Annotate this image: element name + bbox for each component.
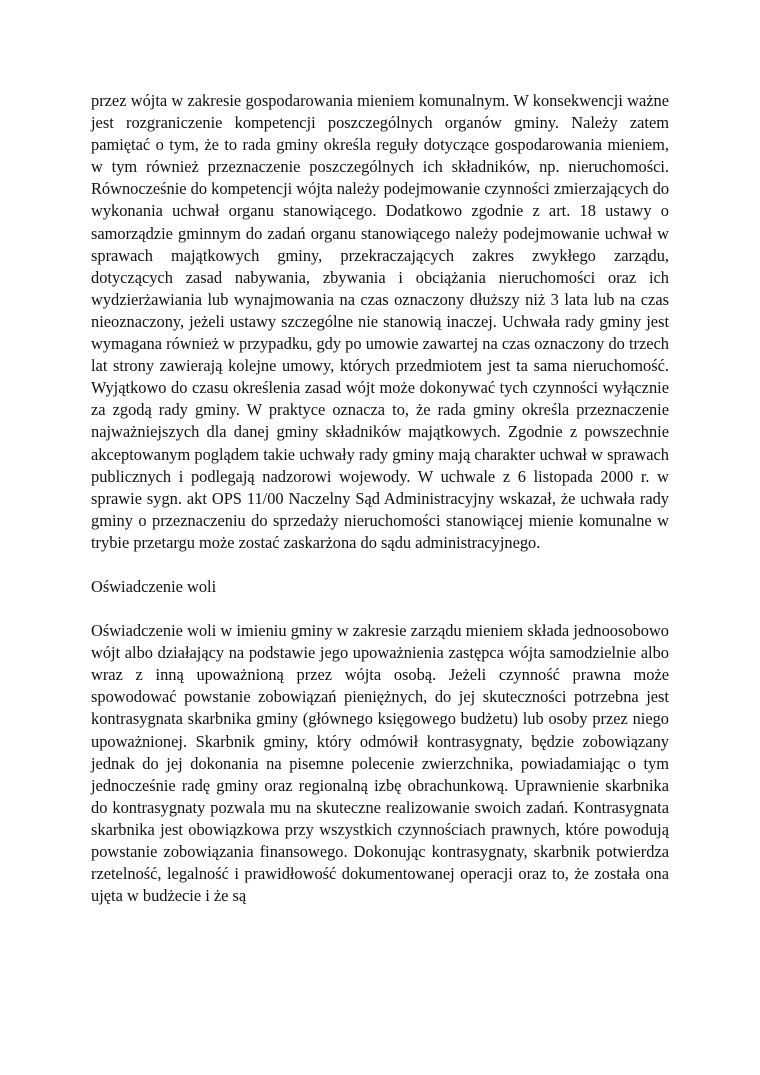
body-paragraph-2: Oświadczenie woli w imieniu gminy w zakresie zarządu mieniem składa jednoosobowo wójt albo działający na podstawie jego upoważnienia zastępca wójta samodzielnie albo wraz z inną upoważnioną przez wójta osobą. Jeżeli czynność prawna może spowodować powstanie zobowiązań pieniężnych, do jej skuteczności potrzebna jest kontrasygnata skarbnika gminy (głównego księgowego budżetu) lub osoby przez niego upoważnionej. Skarbnik gminy, który odmówił kontrasygnaty, będzie zobowiązany jednak do jej dokonania na pisemne polecenie zwierzchnika, powiadamiając o tym jednocześnie radę gminy oraz regionalną izbę obrachunkową. Uprawnienie skarbnika do kontrasygnaty pozwala mu na skuteczne realizowanie swoich zadań. Kontrasygnata skarbnika jest obowiązkowa przy wszystkich czynnościach prawnych, które powodują powstanie zobowiązania finansowego. Dokonując kontrasygnaty, skarbnik potwierdza rzetelność, legalność i prawidłowość dokumentowanej operacji oraz to, że została ona ujęta w budżecie i że są <box>91 621 669 906</box>
document-page <box>91 90 669 907</box>
body-paragraph-1: przez wójta w zakresie gospodarowania mieniem komunalnym. W konsekwencji ważne jest rozgraniczenie kompetencji poszczególnych organów gminy. Należy zatem pamiętać o tym, że to rada gminy określa reguły dotyczące gospodarowania mieniem, w tym również przeznaczenie poszczególnych ich składników, np. nieruchomości. Równocześnie do kompetencji wójta należy podejmowanie czynności zmierzających do wykonania uchwał organu stanowiącego. Dodatkowo zgodnie z art. 18 ustawy o samorządzie gminnym do zadań organu stanowiącego należy podejmowanie uchwał w sprawach majątkowych gminy, przekraczających zakres zwykłego zarządu, dotyczących zasad nabywania, zbywania i obciążania nieruchomości oraz ich wydzierżawiania lub wynajmowania na czas oznaczony dłuższy niż 3 lata lub na czas nieoznaczony, jeżeli ustawy szczególne nie stanowią inaczej. Uchwała rady gminy jest wymagana również w przypadku, gdy po umowie zawartej na czas oznaczony do trzech lat strony zawierają kolejne umowy, których przedmiotem jest ta sama nieruchomość. Wyjątkowo do czasu określenia zasad wójt może dokonywać tych czynności wyłącznie za zgodą rady gminy. W praktyce oznacza to, że rada gminy określa przeznaczenie najważniejszych dla danej gminy składników majątkowych. Zgodnie z powszechnie akceptowanym poglądem takie uchwały rady gminy mają charakter uchwał w sprawach publicznych i podlegają nadzorowi wojewody. W uchwale z 6 listopada 2000 r. w sprawie sygn. akt OPS 11/00 Naczelny Sąd Administracyjny wskazał, że uchwała rady gminy o przeznaczeniu do sprzedaży nieruchomości stanowiącej mienie komunalne w trybie przetargu może zostać zaskarżona do sądu administracyjnego. <box>91 91 670 552</box>
section-heading: Oświadczenie woli <box>91 576 217 596</box>
